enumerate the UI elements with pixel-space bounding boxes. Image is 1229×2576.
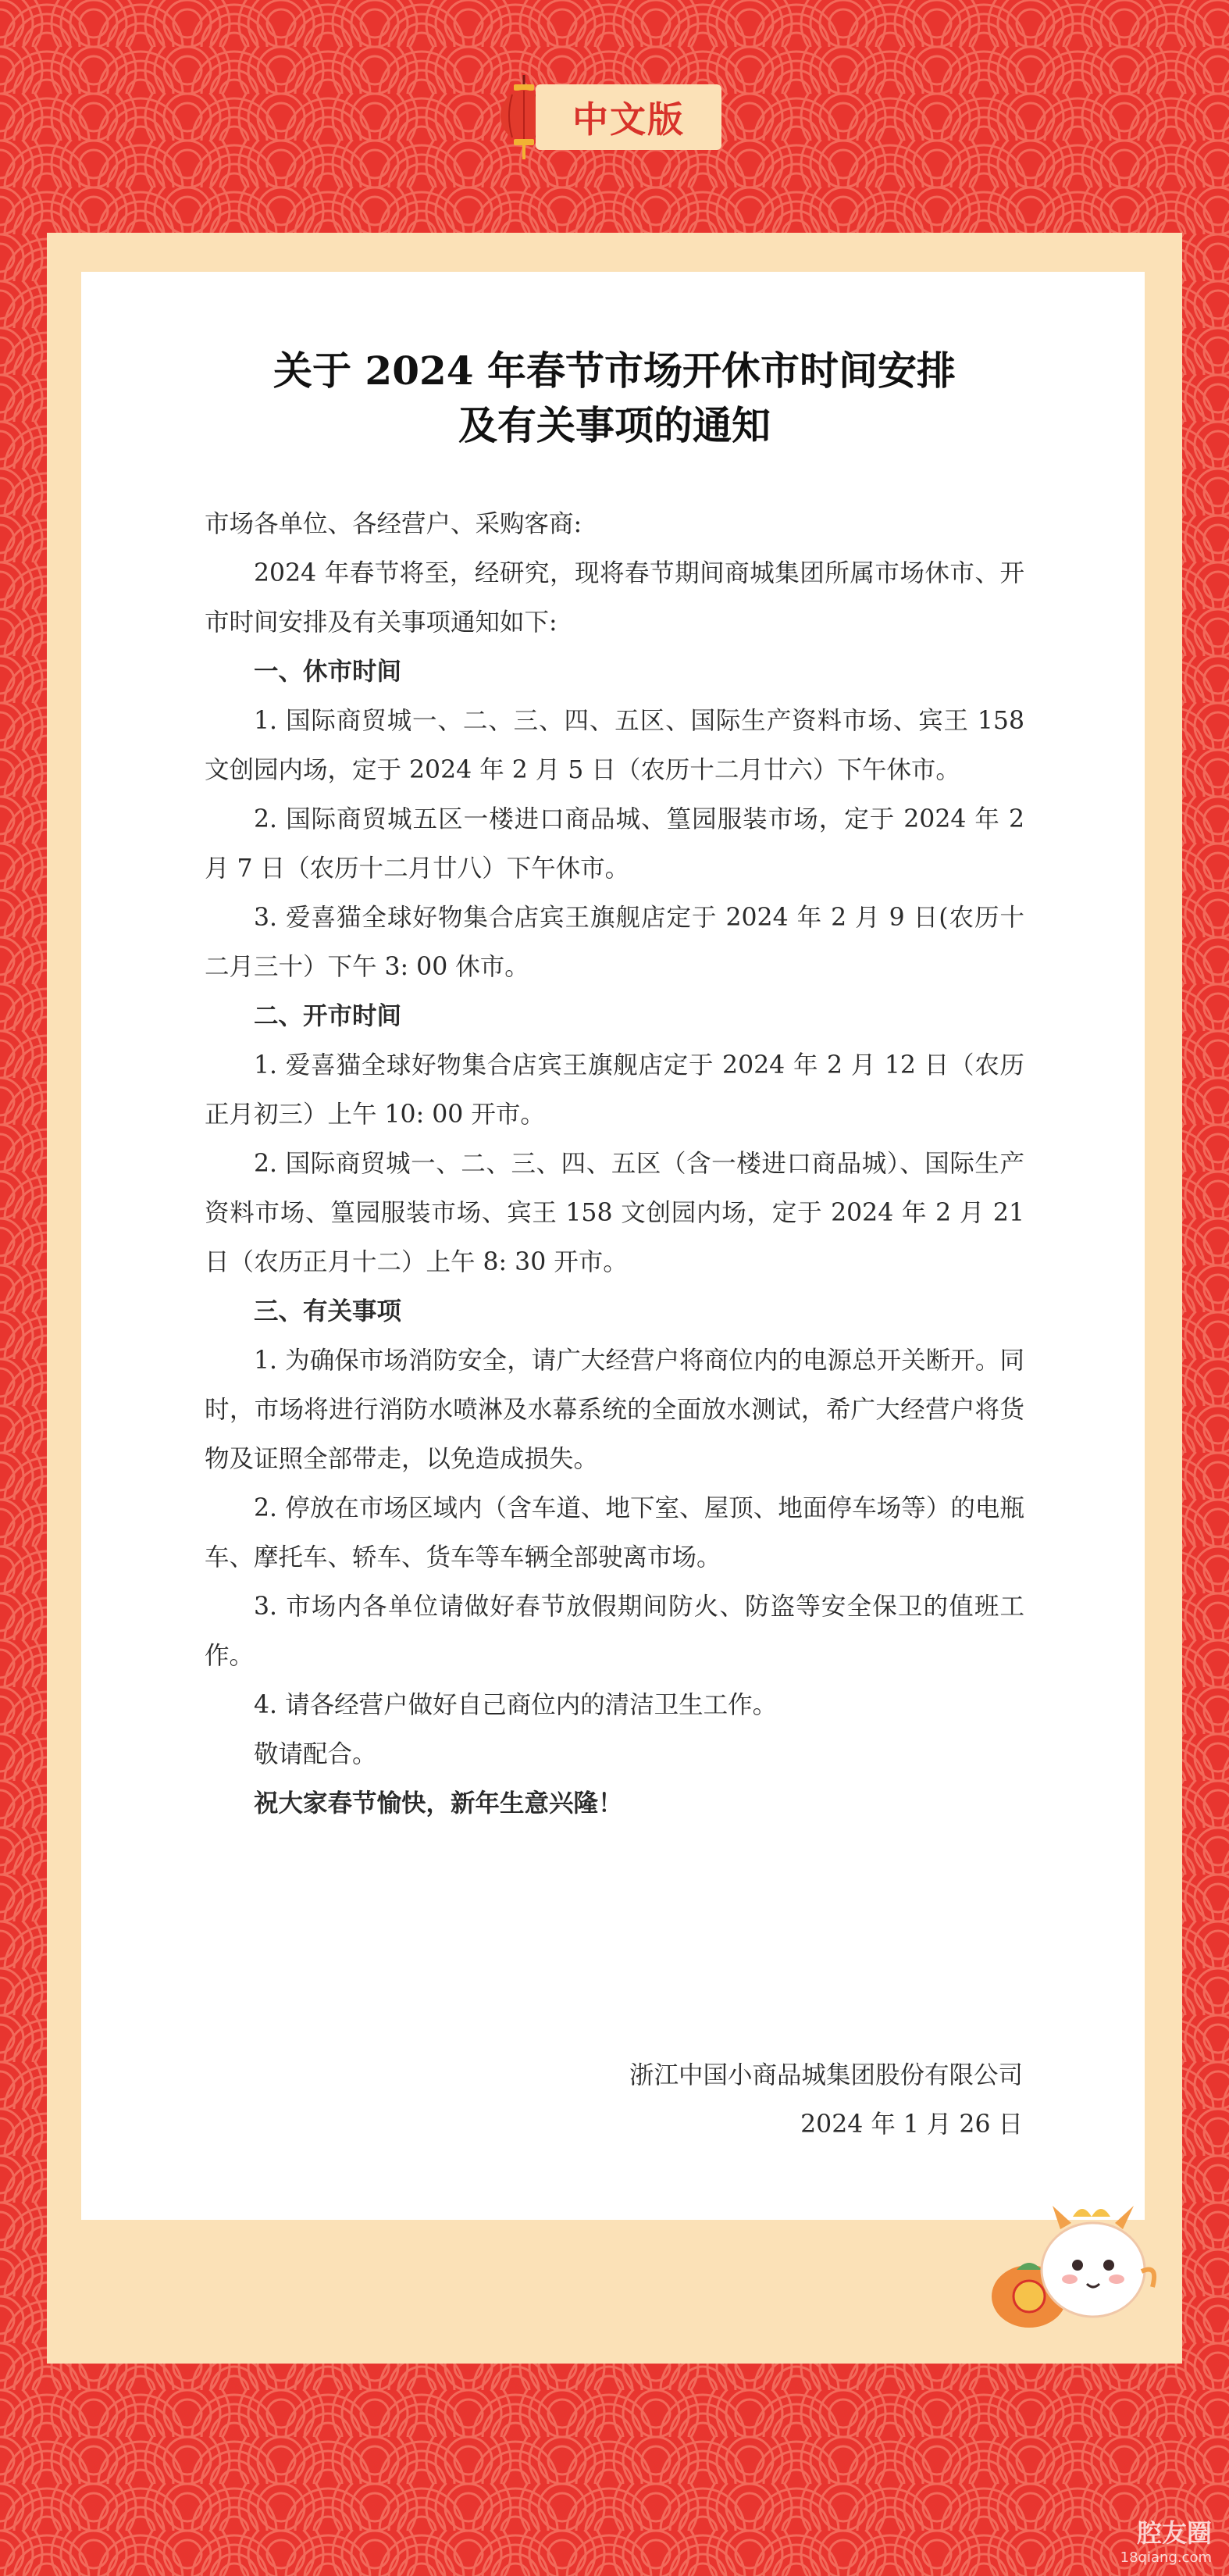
closing-item-3: 3. 爱喜猫全球好物集合店宾王旗舰店定于 2024 年 2 月 9 日(农历十二月三十）下午 3: 00 休市。 [205,904,1024,981]
section-heading-related-matters: 三、有关事项 [254,1297,402,1325]
opening-item-2: 2. 国际商贸城一、二、三、四、五区（含一楼进口商品城）、国际生产资料市场、篁园服装市场、宾王 158 文创园内场，定于 2024 年 2 月 21 日（农历正月十二）上午 8: 30 开市。 [205,1150,1024,1276]
title-line-2: 及有关事项的通知 [458,402,771,448]
matter-item-4: 4. 请各经营户做好自己商位内的清洁卫生工作。 [254,1691,778,1719]
section-heading-opening-time: 二、开市时间 [254,1002,402,1030]
opening-item-1: 1. 爱喜猫全球好物集合店宾王旗舰店定于 2024 年 2 月 12 日（农历正月初三）上午 10: 00 开市。 [205,1051,1024,1129]
closing-remark: 敬请配合。 [254,1740,377,1768]
title-line-1: 关于 2024 年春节市场开休市时间安排 [273,348,956,394]
company-name: 浙江中国小商品城集团股份有限公司 [629,2061,1023,2089]
matter-item-1: 1. 为确保市场消防安全，请广大经营户将商位内的电源总开关断开。同时，市场将进行消防水喷淋及水幕系统的全面放水测试，希广大经营户将货物及证照全部带走，以免造成损失。 [205,1347,1024,1473]
notice-title [0,344,1229,453]
matter-item-3: 3. 市场内各单位请做好春节放假期间防火、防盗等安全保卫的值班工作。 [205,1593,1024,1670]
new-year-wish: 祝大家春节愉快，新年生意兴隆！ [254,1789,623,1818]
matter-item-2: 2. 停放在市场区域内（含车道、地下室、屋顶、地面停车场等）的电瓶车、摩托车、轿车、货车等车辆全部驶离市场。 [205,1494,1024,1572]
closing-item-1: 1. 国际商贸城一、二、三、四、五区、国际生产资料市场、宾王 158 文创园内场，定于 2024 年 2 月 5 日（农历十二月廿六）下午休市。 [205,707,1024,784]
dragon-mascot-icon [985,2178,1165,2334]
language-badge: 中文版 [536,84,721,150]
watermark [1120,2514,1212,2566]
watermark-name: 腔友圈 [1136,2518,1212,2548]
notice-body [205,500,1024,1829]
signature-block [629,2051,1023,2150]
watermark-url: 18qiang.com [1120,2549,1212,2566]
section-heading-closing-time: 一、休市时间 [254,658,402,686]
notice-date: 2024 年 1 月 26 日 [800,2110,1023,2139]
greeting: 市场各单位、各经营户、采购客商: [205,510,582,538]
closing-item-2: 2. 国际商贸城五区一楼进口商品城、篁园服装市场，定于 2024 年 2 月 7 日（农历十二月廿八）下午休市。 [205,805,1024,883]
intro-paragraph: 2024 年春节将至，经研究，现将春节期间商城集团所属市场休市、开市时间安排及有关事项通知如下: [205,559,1024,637]
